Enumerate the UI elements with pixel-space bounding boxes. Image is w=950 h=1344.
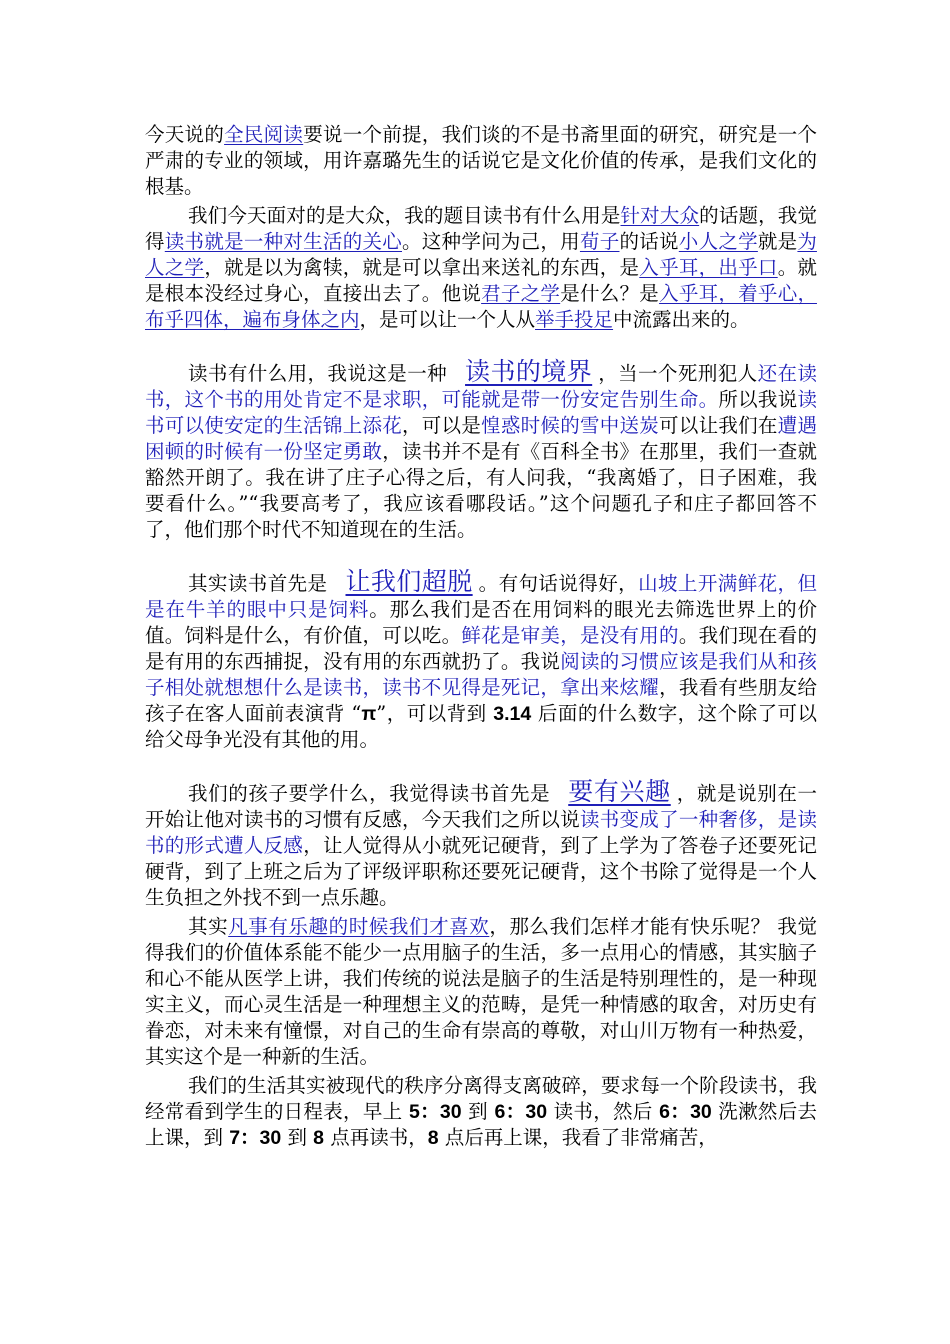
- number-text: π: [361, 703, 377, 725]
- highlighted-text: 阅读的习惯应该是我们从和孩子相处就想想什么是读书，读书不见得是死记，拿出来炫耀: [145, 650, 817, 699]
- text-run: 。就是根本没经过身心，直接出去了。他说: [145, 256, 817, 305]
- highlighted-link-text: 举手投足: [535, 308, 614, 331]
- paragraph-7: [145, 1073, 817, 1151]
- highlighted-link-text: 小人之学: [678, 230, 758, 253]
- paragraph-4: [145, 569, 817, 753]
- highlighted-text: 山坡上开满鲜花，但是在牛羊的眼中只是饲料: [145, 572, 817, 621]
- text-run: 是什么？是: [560, 282, 660, 305]
- number-text: 6：30: [494, 1101, 548, 1123]
- text-run: 我们的生活其实被现代的秩序分离得支离破碎，要求每一个阶段读书，我经常看到学生的日程表，早上: [145, 1074, 817, 1123]
- text-run: 的话说: [619, 230, 679, 253]
- text-run: 点再读书，: [324, 1126, 428, 1149]
- text-run: ，就是说别在一开始让他对读书的习惯有反感，今天我们之所以说: [145, 782, 817, 831]
- text-run: ，我看有些朋友给孩子在客人面前表演背 “: [145, 676, 817, 725]
- highlighted-text: 鲜花是审美，是没有用的: [461, 624, 679, 647]
- document-page: [145, 122, 817, 1151]
- text-run: ，可以是: [402, 414, 482, 437]
- section-heading: 读书的境界: [465, 357, 593, 386]
- text-run: 读书有什么用，我说这是一种: [188, 362, 448, 385]
- number-text: 8: [427, 1127, 439, 1149]
- highlighted-text: 还在读书，这个书的用处肯定不是求职，可能就是带一份安定告别生命。: [145, 362, 817, 411]
- text-run: ，当一个死刑犯人: [598, 362, 758, 385]
- text-run: 我们的孩子要学什么，我觉得读书首先是: [188, 782, 551, 805]
- text-run: 就是: [757, 230, 798, 253]
- text-run: 到: [461, 1100, 495, 1123]
- highlighted-link-text: 全民阅读: [224, 123, 304, 146]
- paragraph-6: [145, 914, 817, 1070]
- highlighted-text: 读书变成了一种奢侈，是读书的形式遭人反感: [145, 808, 817, 857]
- number-text: 5：30: [408, 1101, 462, 1123]
- highlighted-text: 读书可以使安定的生活锦上添花: [145, 388, 817, 437]
- highlighted-link-text: 为人之学: [145, 230, 817, 279]
- text-run: ，那么我们怎样才能有快乐呢？ 我觉得我们的价值体系能不能少一点用脑子的生活，多一点用心的情感，其实脑子和心不能从医学上讲，我们传统的说法是脑子的生活是特别理性的，是一种现实主义，而心灵生活是一种理想主义的范畴，是凭一种情感的取舍，对历史有眷恋，对未来有憧憬，对自己的生命有崇高的尊敬，对山川万物有一种热爱，其实这个是一种新的生活。: [145, 915, 817, 1068]
- paragraph-1: [145, 122, 817, 200]
- text-run: 要说一个前提，我们谈的不是书斋里面的研究，研究是一个严肃的专业的领域，用许嘉璐先生的话说它是文化价值的传承，是我们文化的根基。: [145, 123, 817, 198]
- text-run: 其实: [188, 915, 229, 938]
- number-text: 7：30: [229, 1127, 282, 1149]
- paragraph-5: [145, 779, 817, 911]
- text-run: 的话题，我觉得: [145, 204, 817, 253]
- text-run: 可以让我们在: [659, 414, 778, 437]
- highlighted-link-text: 凡事有乐趣的时候我们才喜欢: [228, 915, 490, 938]
- highlighted-text: 惶惑时候的雪中送炭: [481, 414, 660, 437]
- text-run: 洗漱然后去上课，到: [145, 1100, 817, 1149]
- highlighted-link-text: 针对大众: [620, 204, 700, 227]
- paragraph-3: [145, 359, 817, 543]
- text-run: 今天说的: [145, 123, 225, 146]
- text-run: 点后再上课，我看了非常痛苦，: [438, 1126, 718, 1149]
- highlighted-link-text: 荀子: [579, 230, 620, 253]
- text-run: 到: [281, 1126, 314, 1149]
- text-run: 。这种学问为己，用: [402, 230, 580, 253]
- text-run: 。有句话说得好，: [478, 572, 639, 595]
- highlighted-link-text: 入乎耳，出乎口: [639, 256, 778, 279]
- text-run: 后面的什么数字，这个除了可以给父母争光没有其他的用。: [145, 702, 818, 751]
- highlighted-text: 遭遇困顿的时候有一份坚定勇敢: [145, 414, 817, 463]
- text-run: 读书，然后: [547, 1100, 660, 1123]
- number-text: 3.14: [493, 703, 532, 725]
- text-run: ”，可以背到: [376, 702, 494, 725]
- paragraph-2: [145, 203, 817, 333]
- text-run: 所以我说: [718, 388, 798, 411]
- text-run: 。那么我们是否在用饲料的眼光去筛选世界上的价值。饲料是什么，有价值，可以吃。: [145, 598, 817, 647]
- text-run: ，是可以让一个人从: [359, 308, 536, 331]
- text-run: 我们今天面对的是大众，我的题目读书有什么用是: [188, 204, 621, 227]
- section-heading: 让我们超脱: [345, 567, 473, 596]
- text-run: 。我们现在看的是有用的东西捕捉，没有用的东西就扔了。我说: [145, 624, 817, 673]
- number-text: 8: [313, 1127, 325, 1149]
- highlighted-link-text: 君子之学: [481, 282, 561, 305]
- number-text: 6：30: [659, 1101, 712, 1123]
- text-run: ，读书并不是有《百科全书》在那里，我们一查就豁然开朗了。我在讲了庄子心得之后，有人问我，“我离婚了，日子困难，我要看什么。”“我要高考了，我应该看哪段话。”这个问题孔子和庄子都回答不了，他们那个时代不知道现在的生活。: [145, 440, 817, 541]
- text-run: 中流露出来的。: [613, 308, 750, 331]
- text-run: ，就是以为禽犊，就是可以拿出来送礼的东西，是: [204, 256, 640, 279]
- highlighted-link-text: 入乎耳，着乎心，布乎四体，遍布身体之内: [145, 282, 817, 331]
- highlighted-link-text: 读书就是一种对生活的关心: [164, 230, 403, 253]
- section-heading: 要有兴趣: [568, 777, 671, 806]
- text-run: ，让人觉得从小就死记硬背，到了上学为了答卷子还要死记硬背，到了上班之后为了评级评职称还要死记硬背，这个书除了觉得是一个人生负担之外找不到一点乐趣。: [145, 834, 817, 909]
- text-run: 其实读书首先是: [188, 572, 328, 595]
